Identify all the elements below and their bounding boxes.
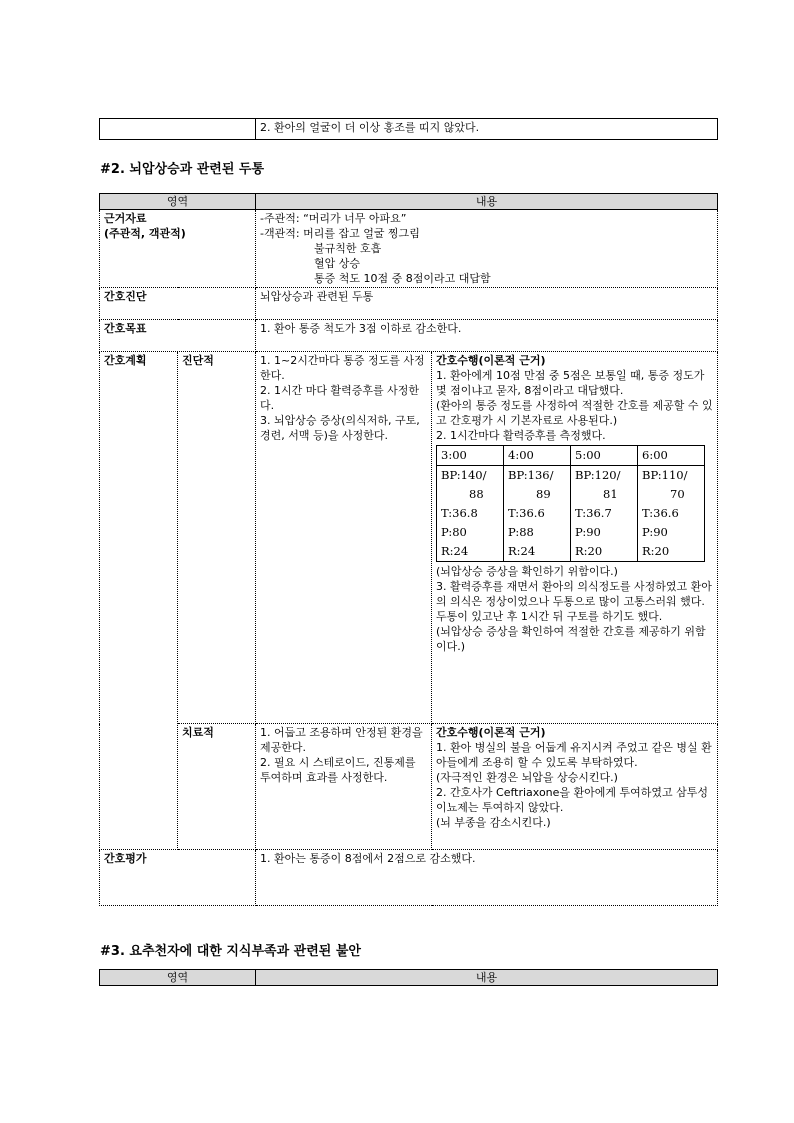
diagnostic-exec-title: 간호수행(이론적 근거) — [436, 354, 546, 367]
goal-text: 1. 환아 통증 척도가 3점 이하로 감소한다. — [256, 320, 718, 352]
vitals-bp-diastolic: 70 — [670, 487, 685, 501]
vitals-bp: BP:140/ — [441, 468, 487, 482]
header-content: 내용 — [256, 194, 718, 210]
vitals-resp: R:20 — [642, 544, 670, 558]
vitals-temp: T:36.8 — [441, 506, 478, 520]
vitals-bp-diastolic: 89 — [536, 487, 551, 501]
diagnosis-label: 간호진단 — [100, 288, 256, 320]
vitals-values — [437, 466, 504, 562]
diagnostic-plan-item: 3. 뇌압상승 증상(의식저하, 구토, 경련, 서맥 등)을 사정한다. — [260, 414, 420, 442]
goal-label: 간호목표 — [100, 320, 256, 352]
therapeutic-label: 치료적 — [178, 724, 256, 850]
section-2-table — [99, 193, 718, 906]
diagnostic-exec-item: 1. 환아에게 10점 만점 중 5점은 보통일 때, 통증 정도가 몇 점이냐고 묻자, 8점이라고 대답했다. — [436, 369, 705, 397]
diagnostic-exec-item: (뇌압상승 증상을 확인하기 위함이다.) — [436, 565, 618, 578]
vitals-table — [436, 445, 705, 562]
vitals-pulse: P:90 — [642, 525, 668, 539]
evidence-label-cell — [100, 210, 256, 288]
section-3-header-content: 내용 — [256, 970, 718, 986]
vitals-time: 6:00 — [638, 446, 705, 466]
therapeutic-plan-item: 1. 어둡고 조용하며 안정된 환경을 제공한다. — [260, 726, 423, 754]
vitals-resp: R:24 — [441, 544, 469, 558]
evidence-item: 불규칙한 호흡 — [314, 242, 382, 255]
diagnostic-plan-item: 1. 1~2시간마다 통증 정도를 사정한다. — [260, 354, 425, 382]
vitals-time: 5:00 — [571, 446, 638, 466]
therapeutic-exec-item: 1. 환아 병실의 불을 어둡게 유지시켜 주었고 같은 병실 환아들에게 조용히 할 수 있도록 부탁하였다. — [436, 741, 712, 769]
vitals-pulse: P:80 — [441, 525, 467, 539]
therapeutic-exec-item: (뇌 부종을 감소시킨다.) — [436, 816, 551, 829]
diagnostic-label: 진단적 — [178, 352, 256, 724]
evidence-item: 통증 척도 10점 중 8점이라고 대답함 — [314, 272, 491, 285]
evidence-subjective: -주관적: “머리가 너무 아파요” — [260, 212, 407, 225]
therapeutic-exec-item: 2. 간호사가 Ceftriaxone을 환아에게 투여하였고 삼투성 이뇨제는 투여하지 않았다. — [436, 786, 709, 814]
top-table-empty-cell — [100, 119, 256, 140]
diagnostic-exec-item: 3. 활력증후를 재면서 환아의 의식정도를 사정하였고 환아의 의식은 정상이었으나 두통으로 많이 고통스러워 했다. 두통이 있고난 후 1시간 뒤 구토를 하기도 했다. — [436, 580, 712, 623]
vitals-time: 4:00 — [504, 446, 571, 466]
therapeutic-plan — [256, 724, 432, 850]
therapeutic-execution — [432, 724, 718, 850]
vitals-temp: T:36.6 — [508, 506, 545, 520]
therapeutic-exec-title: 간호수행(이론적 근거) — [436, 726, 546, 739]
vitals-pulse: P:88 — [508, 525, 534, 539]
diagnostic-exec-item: 2. 1시간마다 활력증후를 측정했다. — [436, 429, 606, 442]
section-3-table — [99, 969, 718, 986]
vitals-resp: R:20 — [575, 544, 603, 558]
vitals-temp: T:36.6 — [642, 506, 679, 520]
diagnostic-plan-item: 2. 1시간 마다 활력증후를 사정한다. — [260, 384, 420, 412]
vitals-time: 3:00 — [437, 446, 504, 466]
plan-label: 간호계획 — [100, 352, 178, 850]
top-table-text-cell — [256, 119, 718, 140]
top-table — [99, 118, 718, 140]
vitals-values — [504, 466, 571, 562]
vitals-bp: BP:136/ — [508, 468, 554, 482]
vitals-values — [571, 466, 638, 562]
vitals-bp: BP:110/ — [642, 468, 688, 482]
evidence-sublabel: (주관적, 객관적) — [104, 227, 186, 240]
evidence-content — [256, 210, 718, 288]
diagnostic-execution — [432, 352, 718, 724]
vitals-temp: T:36.7 — [575, 506, 612, 520]
vitals-pulse: P:90 — [575, 525, 601, 539]
vitals-values — [638, 466, 705, 562]
evaluation-text: 1. 환아는 통증이 8점에서 2점으로 감소했다. — [256, 850, 718, 906]
evidence-objective: -객관적: 머리를 잡고 얼굴 찡그림 — [260, 227, 420, 240]
evaluation-label: 간호평가 — [100, 850, 256, 906]
header-area: 영역 — [100, 194, 256, 210]
vitals-bp: BP:120/ — [575, 468, 621, 482]
evidence-label: 근거자료 — [104, 212, 147, 225]
diagnostic-exec-item: (뇌압상승 증상을 확인하여 적절한 간호를 제공하기 위함이다.) — [436, 625, 706, 653]
therapeutic-exec-item: (자극적인 환경은 뇌압을 상승시킨다.) — [436, 771, 618, 784]
diagnostic-plan — [256, 352, 432, 724]
diagnosis-text: 뇌압상승과 관련된 두통 — [256, 288, 718, 320]
vitals-resp: R:24 — [508, 544, 536, 558]
top-table-text: 2. 환아의 얼굴이 더 이상 홍조를 띠지 않았다. — [260, 121, 480, 134]
therapeutic-plan-item: 2. 필요 시 스테로이드, 진통제를 투여하며 효과를 사정한다. — [260, 756, 416, 784]
section-3-header-area: 영역 — [100, 970, 256, 986]
diagnostic-exec-item: (환아의 통증 정도를 사정하여 적절한 간호를 제공할 수 있고 간호평가 시 기본자료로 사용된다.) — [436, 399, 713, 427]
section-3-title: #3. 요추천자에 대한 지식부족과 관련된 불안 — [100, 944, 361, 959]
evidence-item: 혈압 상승 — [314, 257, 361, 270]
vitals-bp-diastolic: 88 — [469, 487, 484, 501]
vitals-bp-diastolic: 81 — [603, 487, 618, 501]
section-2-title: #2. 뇌압상승과 관련된 두통 — [100, 162, 265, 177]
